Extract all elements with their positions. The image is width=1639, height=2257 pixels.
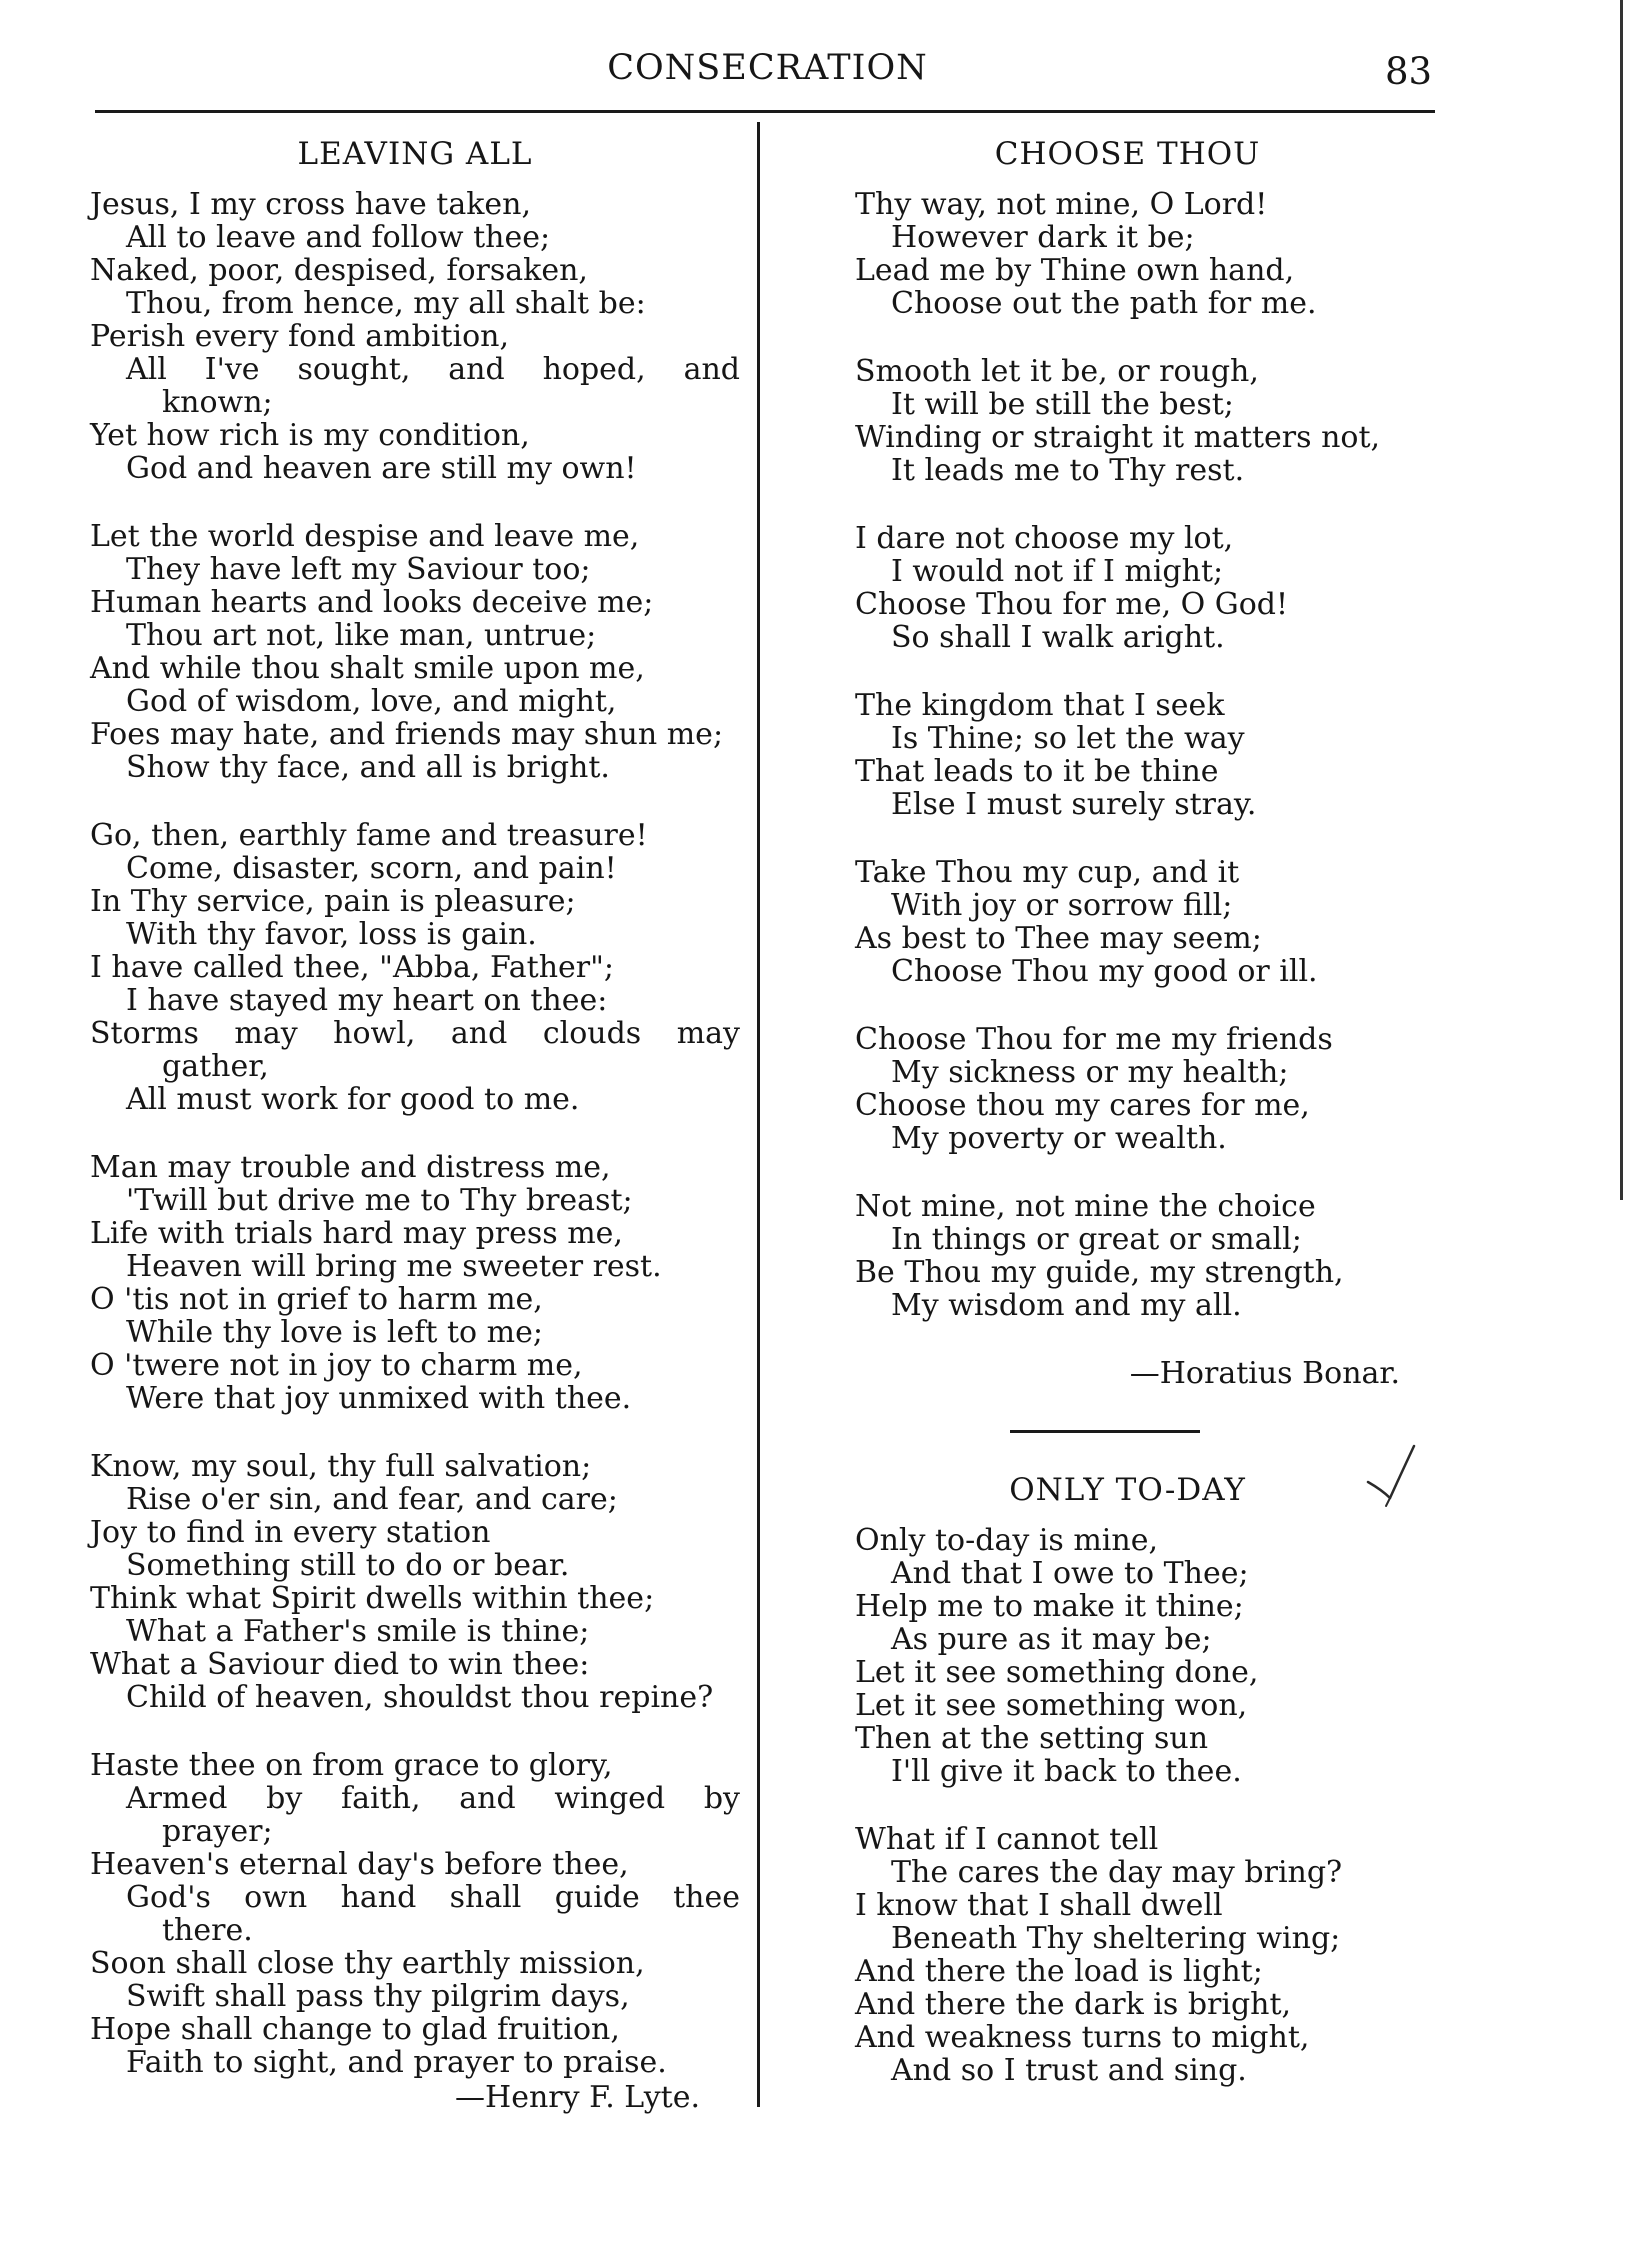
- poem-line: My poverty or wealth.: [891, 1121, 1227, 1156]
- poem-line: O 'twere not in joy to charm me,: [90, 1348, 583, 1383]
- poem-line: What a Saviour died to win thee:: [90, 1647, 590, 1682]
- poem-line: Take Thou my cup, and it: [855, 855, 1240, 890]
- poem-line: With thy favor, loss is gain.: [126, 917, 537, 952]
- poem-line: Let it see something done,: [855, 1655, 1259, 1690]
- poem-line: And there the load is light;: [855, 1954, 1263, 1989]
- header-rule: [95, 110, 1435, 113]
- poem-line: Lead me by Thine own hand,: [855, 253, 1295, 288]
- poem-line: Only to-day is mine,: [855, 1523, 1159, 1558]
- poem-line: Foes may hate, and friends may shun me;: [90, 717, 724, 752]
- page-edge-rule: [1620, 0, 1623, 1200]
- poem-line: Jesus, I my cross have taken,: [90, 187, 531, 222]
- poem-line: In Thy service, pain is pleasure;: [90, 884, 576, 919]
- left-column: [90, 132, 740, 2114]
- poem-line: Smooth let it be, or rough,: [855, 354, 1259, 389]
- poem-line: As pure as it may be;: [891, 1622, 1212, 1657]
- poem-line: And that I owe to Thee;: [891, 1556, 1249, 1591]
- stanza: [90, 819, 740, 1116]
- poem-line: Swift shall pass thy pilgrim days,: [126, 1979, 630, 2014]
- poem-author-lyte: —Henry F. Lyte.: [455, 2080, 700, 2115]
- poem-line: All I've sought, and hoped, and: [126, 352, 740, 387]
- poem-line: And while thou shalt smile upon me,: [90, 651, 645, 686]
- poem-body-only-to-day: [855, 1524, 1400, 2087]
- stanza: [855, 856, 1400, 988]
- running-head: CONSECRATION: [607, 48, 928, 88]
- poem-line: While thy love is left to me;: [126, 1315, 543, 1350]
- poem-line: Thou art not, like man, untrue;: [126, 618, 597, 653]
- poem-line: Rise o'er sin, and fear, and care;: [126, 1482, 618, 1517]
- poem-line: Naked, poor, despised, forsaken,: [90, 253, 588, 288]
- poem-line: Know, my soul, thy full salvation;: [90, 1449, 592, 1484]
- poem-line: Be Thou my guide, my strength,: [855, 1255, 1344, 1290]
- stanza: [90, 520, 740, 784]
- poem-line: Joy to find in every station: [90, 1515, 491, 1550]
- poem-line: I know that I shall dwell: [855, 1888, 1223, 1923]
- poem-line: Human hearts and looks deceive me;: [90, 585, 654, 620]
- poem-title-leaving-all: LEAVING ALL: [297, 136, 533, 172]
- poem-line: And so I trust and sing.: [891, 2053, 1247, 2088]
- poem-line: I'll give it back to thee.: [891, 1754, 1242, 1789]
- poem-line: Armed by faith, and winged by: [126, 1781, 740, 1816]
- poem-line: Is Thine; so let the way: [891, 721, 1245, 756]
- handwritten-check-mark-icon: [1360, 1440, 1420, 1520]
- poem-line: I dare not choose my lot,: [855, 521, 1234, 556]
- poem-line: 'Twill but drive me to Thy breast;: [126, 1183, 633, 1218]
- poem-line: Yet how rich is my condition,: [90, 418, 530, 453]
- poem-line: Perish every fond ambition,: [90, 319, 509, 354]
- poem-line: Winding or straight it matters not,: [855, 420, 1381, 455]
- poem-line: Choose out the path for me.: [891, 286, 1317, 321]
- section-divider-rule: [1010, 1430, 1200, 1433]
- poem-line: The kingdom that I seek: [855, 688, 1225, 723]
- poem-line: That leads to it be thine: [855, 754, 1219, 789]
- stanza: [855, 522, 1400, 654]
- stanza: [855, 1823, 1400, 2087]
- poem-line: The cares the day may bring?: [891, 1855, 1343, 1890]
- stanza: [855, 355, 1400, 487]
- page-number: 83: [1385, 50, 1433, 93]
- poem-line: With joy or sorrow fill;: [891, 888, 1233, 923]
- poem-line: Heaven will bring me sweeter rest.: [126, 1249, 662, 1284]
- poem-line: Choose Thou for me, O God!: [855, 587, 1289, 622]
- poem-line: Let the world despise and leave me,: [90, 519, 640, 554]
- stanza: [90, 1749, 740, 2079]
- poem-line: Help me to make it thine;: [855, 1589, 1244, 1624]
- poem-author-bonar: —Horatius Bonar.: [1129, 1356, 1400, 1391]
- poem-line: Haste thee on from grace to glory,: [90, 1748, 613, 1783]
- poem-line: Not mine, not mine the choice: [855, 1189, 1316, 1224]
- poem-line: Else I must surely stray.: [891, 787, 1257, 822]
- poem-line: It leads me to Thy rest.: [891, 453, 1245, 488]
- poem-line: All must work for good to me.: [126, 1082, 580, 1117]
- poem-line: My sickness or my health;: [891, 1055, 1289, 1090]
- poem-line: Choose Thou for me my friends: [855, 1022, 1333, 1057]
- stanza: [90, 188, 740, 485]
- poem-line: God of wisdom, love, and might,: [126, 684, 617, 719]
- stanza: [855, 1190, 1400, 1322]
- poem-line: there.: [162, 1913, 253, 1948]
- poem-line: Something still to do or bear.: [126, 1548, 570, 1583]
- poem-line: Were that joy unmixed with thee.: [126, 1381, 632, 1416]
- stanza: [855, 1023, 1400, 1155]
- page-header: [0, 40, 1639, 100]
- poem-line: Thou, from hence, my all shalt be:: [126, 286, 646, 321]
- poem-line: However dark it be;: [891, 220, 1195, 255]
- poem-line: Child of heaven, shouldst thou repine?: [126, 1680, 714, 1715]
- poem-line: Storms may howl, and clouds may: [90, 1016, 740, 1051]
- poem-body-choose-thou: [855, 188, 1400, 1322]
- poem-line: God and heaven are still my own!: [126, 451, 637, 486]
- poem-line: Think what Spirit dwells within thee;: [90, 1581, 655, 1616]
- poem-line: Beneath Thy sheltering wing;: [891, 1921, 1341, 1956]
- poem-line: O 'tis not in grief to harm me,: [90, 1282, 543, 1317]
- poem-line: gather,: [162, 1049, 269, 1084]
- poem-line: They have left my Saviour too;: [126, 552, 591, 587]
- poem-line: All to leave and follow thee;: [126, 220, 551, 255]
- stanza: [855, 1524, 1400, 1788]
- poem-line: Let it see something won,: [855, 1688, 1248, 1723]
- poem-line: Show thy face, and all is bright.: [126, 750, 610, 785]
- poem-line: So shall I walk aright.: [891, 620, 1225, 655]
- poem-line: I have stayed my heart on thee:: [126, 983, 608, 1018]
- poem-title-choose-thou: CHOOSE THOU: [994, 136, 1261, 172]
- poem-line: Go, then, earthly fame and treasure!: [90, 818, 648, 853]
- poem-line: known;: [162, 385, 273, 420]
- stanza: [90, 1450, 740, 1714]
- poem-line: God's own hand shall guide thee: [126, 1880, 740, 1915]
- poem-line: And weakness turns to might,: [855, 2020, 1310, 2055]
- poem-body-leaving-all: [90, 188, 740, 2079]
- poem-line: Heaven's eternal day's before thee,: [90, 1847, 629, 1882]
- poem-line: And there the dark is bright,: [855, 1987, 1292, 2022]
- poem-title-only-to-day: ONLY TO-DAY: [1009, 1472, 1246, 1508]
- right-column: [855, 132, 1400, 2122]
- poem-line: What a Father's smile is thine;: [126, 1614, 590, 1649]
- poem-line: I have called thee, "Abba, Father";: [90, 950, 615, 985]
- poem-line: Soon shall close thy earthly mission,: [90, 1946, 645, 1981]
- column-divider: [757, 122, 760, 2107]
- poem-line: Choose thou my cares for me,: [855, 1088, 1310, 1123]
- poem-line: Hope shall change to glad fruition,: [90, 2012, 620, 2047]
- poem-line: As best to Thee may seem;: [855, 921, 1262, 956]
- poem-line: My wisdom and my all.: [891, 1288, 1242, 1323]
- poem-line: In things or great or small;: [891, 1222, 1302, 1257]
- poem-line: Man may trouble and distress me,: [90, 1150, 611, 1185]
- stanza: [855, 689, 1400, 821]
- poem-line: I would not if I might;: [891, 554, 1224, 589]
- poem-line: Choose Thou my good or ill.: [891, 954, 1318, 989]
- poem-line: What if I cannot tell: [855, 1822, 1159, 1857]
- poem-line: Faith to sight, and prayer to praise.: [126, 2045, 667, 2080]
- poem-line: prayer;: [162, 1814, 273, 1849]
- poem-line: Thy way, not mine, O Lord!: [855, 187, 1268, 222]
- stanza: [855, 188, 1400, 320]
- poem-line: Life with trials hard may press me,: [90, 1216, 623, 1251]
- poem-line: It will be still the best;: [891, 387, 1234, 422]
- poem-line: Then at the setting sun: [855, 1721, 1209, 1756]
- poem-line: Come, disaster, scorn, and pain!: [126, 851, 617, 886]
- stanza: [90, 1151, 740, 1415]
